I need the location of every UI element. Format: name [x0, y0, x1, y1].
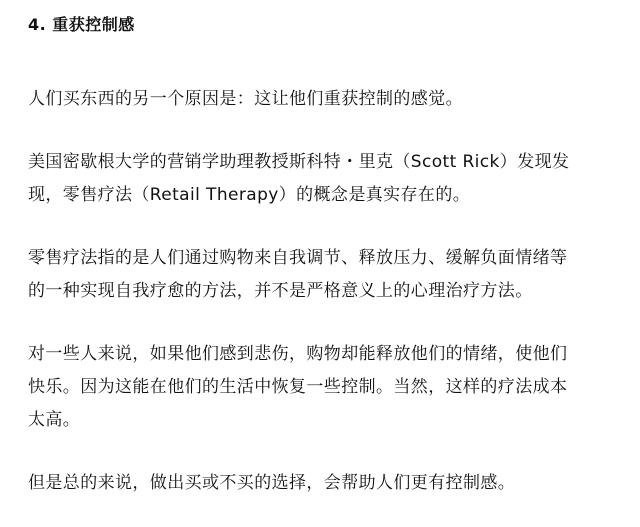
paragraph-4 — [28, 338, 624, 437]
paragraph-line: 的一种实现自我疗愈的方法，并不是严格意义上的心理治疗方法。 — [28, 281, 533, 301]
paragraph-line: 零售疗法指的是人们通过购物来自我调节、释放压力、缓解负面情绪等 — [28, 248, 568, 268]
paragraph-line: 太高。 — [28, 410, 81, 430]
paragraph-line: 现，零售疗法（Retail Therapy）的概念是真实存在的。 — [28, 185, 471, 205]
paragraph-5 — [28, 467, 624, 500]
paragraph-2 — [28, 146, 624, 212]
paragraph-line: 美国密歇根大学的营销学助理教授斯科特・里克（Scott Rick）发现发 — [28, 152, 570, 172]
paragraph-line: 快乐。因为这能在他们的生活中恢复一些控制。当然，这样的疗法成本 — [28, 377, 568, 397]
paragraph-3 — [28, 242, 624, 308]
paragraph-line: 对一些人来说，如果他们感到悲伤，购物却能释放他们的情绪，使他们 — [28, 344, 568, 364]
article-body — [28, 14, 624, 500]
section-heading: 4. 重获控制感 — [28, 15, 135, 34]
paragraph-line: 但是总的来说，做出买或不买的选择，会帮助人们更有控制感。 — [28, 473, 516, 493]
paragraph-line: 人们买东西的另一个原因是：这让他们重获控制的感觉。 — [28, 89, 463, 109]
paragraph-1 — [28, 83, 624, 116]
